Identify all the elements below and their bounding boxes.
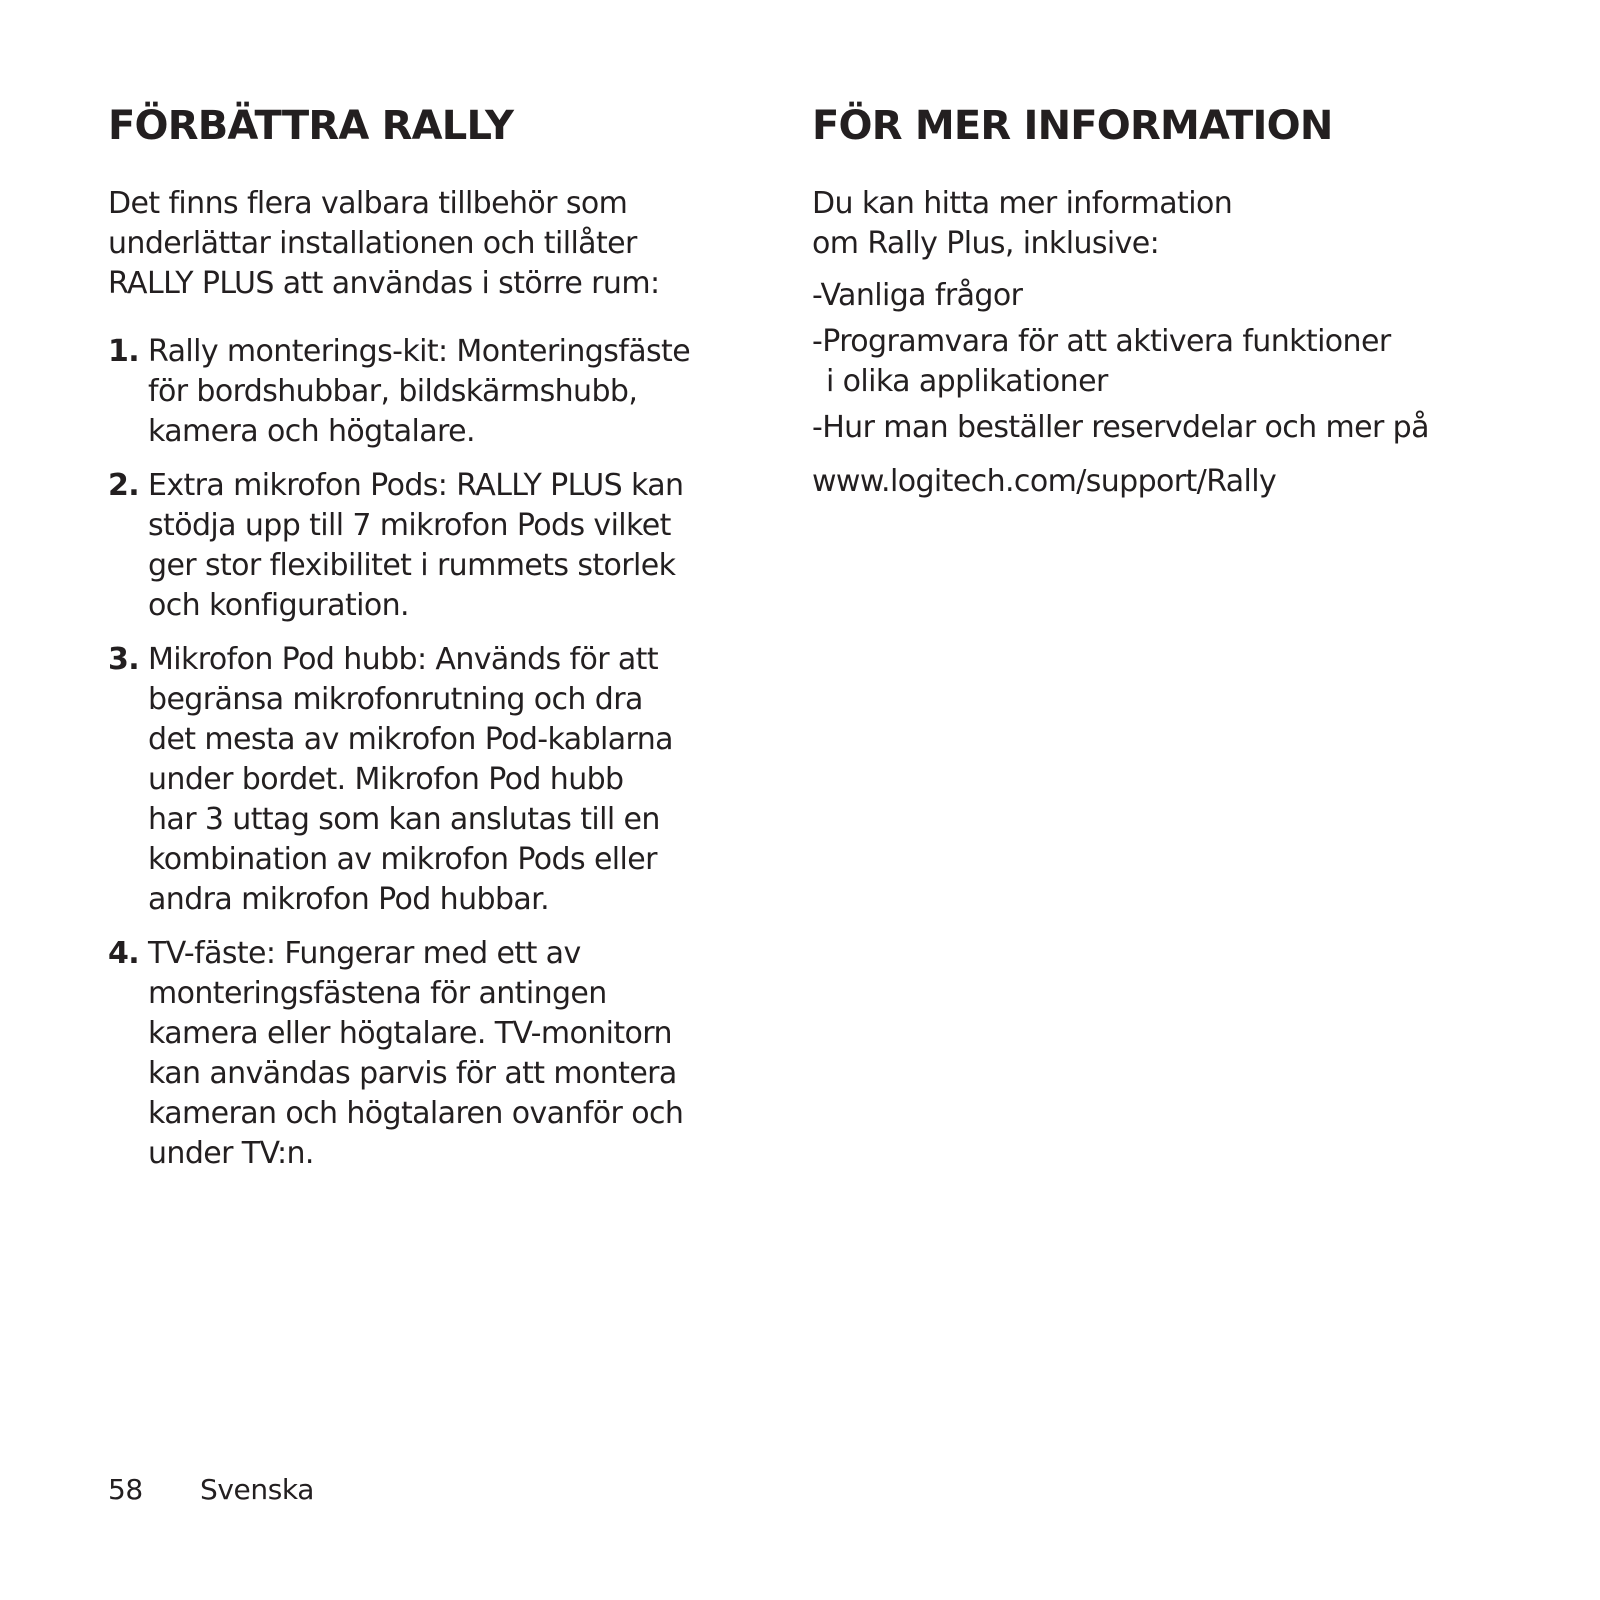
list-item-line: ger stor flexibilitet i rummets storlek (148, 548, 676, 583)
right-column (812, 96, 1572, 502)
list-item-line: Rally monterings-kit: Monteringsfäste (148, 334, 691, 369)
list-item-line: kan användas parvis för att montera (148, 1056, 677, 1091)
left-column (108, 96, 758, 1188)
section-heading-improve-rally: FÖRBÄTTRA RALLY (108, 103, 514, 149)
list-item-line: under TV:n. (148, 1136, 314, 1171)
intro-line: Det finns flera valbara tillbehör som (108, 186, 628, 221)
language-label: Svenska (200, 1473, 314, 1506)
list-item-line: andra mikrofon Pod hubbar. (148, 882, 550, 917)
list-item-line: för bordshubbar, bildskärmshubb, (148, 374, 638, 409)
intro-line: RALLY PLUS att användas i större rum: (108, 266, 660, 301)
info-intro-paragraph (812, 184, 1572, 264)
list-item (108, 332, 758, 452)
list-item-line: monteringsfästena för antingen (148, 976, 607, 1011)
list-item (108, 466, 758, 626)
intro-line: underlättar installationen och tillåter (108, 226, 637, 261)
info-topic-line: -Vanliga frågor (812, 278, 1023, 313)
list-item-line: det mesta av mikrofon Pod-kablarna (148, 722, 673, 757)
section-heading-more-information: FÖR MER INFORMATION (812, 103, 1333, 149)
list-item-line: stödja upp till 7 mikrofon Pods vilket (148, 508, 671, 543)
list-item-line: Mikrofon Pod hubb: Används för att (148, 642, 658, 677)
list-item-line: under bordet. Mikrofon Pod hubb (148, 762, 624, 797)
list-item-line: Extra mikrofon Pods: RALLY PLUS kan (148, 468, 684, 503)
list-item-line: TV-fäste: Fungerar med ett av (148, 936, 581, 971)
intro-paragraph (108, 184, 758, 304)
info-intro-line: Du kan hitta mer information (812, 186, 1233, 221)
info-topic-item (812, 276, 1572, 316)
list-item-number: 3. (108, 642, 140, 677)
info-topic-line: -Hur man beställer reservdelar och mer på (812, 410, 1429, 445)
list-item-line: begränsa mikrofonrutning och dra (148, 682, 643, 717)
list-item-line: kombination av mikrofon Pods eller (148, 842, 657, 877)
list-item (108, 640, 758, 920)
list-item-line: har 3 uttag som kan anslutas till en (148, 802, 660, 837)
info-topic-list (812, 276, 1572, 448)
list-item-line: kameran och högtalaren ovanför och (148, 1096, 684, 1131)
list-item-number: 1. (108, 334, 140, 369)
info-topic-line: i olika applikationer (826, 364, 1108, 399)
list-item-line: kamera eller högtalare. TV-monitorn (148, 1016, 672, 1051)
list-item (108, 934, 758, 1174)
page-number: 58 (108, 1473, 143, 1506)
info-intro-line: om Rally Plus, inklusive: (812, 226, 1160, 261)
list-item-number: 4. (108, 936, 140, 971)
accessory-list (108, 332, 758, 1174)
info-topic-item (812, 408, 1572, 448)
support-url: www.logitech.com/support/Rally (812, 464, 1277, 499)
info-topic-item (812, 322, 1572, 402)
list-item-line: och konfiguration. (148, 588, 409, 623)
page-footer (108, 1470, 314, 1510)
info-topic-line: -Programvara för att aktivera funktioner (812, 324, 1391, 359)
list-item-number: 2. (108, 468, 140, 503)
list-item-line: kamera och högtalare. (148, 414, 475, 449)
